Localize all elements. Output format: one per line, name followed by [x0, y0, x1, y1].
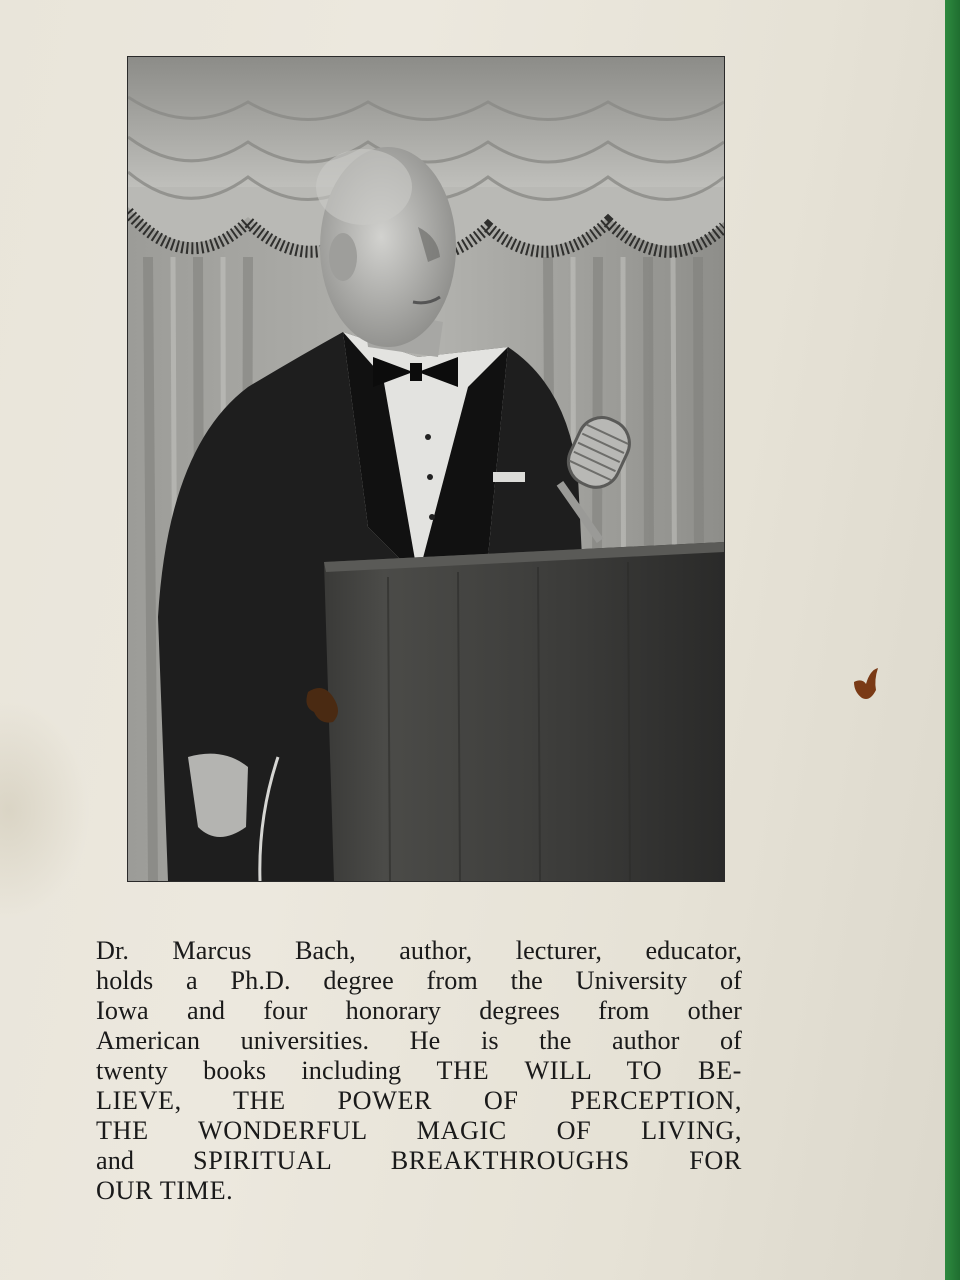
bio-line: American universities. He is the author of — [96, 1026, 742, 1055]
ink-spot — [848, 664, 882, 704]
water-stain — [0, 700, 90, 920]
author-bio — [96, 936, 742, 1206]
bio-line: LIEVE, THE POWER OF PERCEPTION, — [96, 1086, 742, 1115]
book-title-spiritual-breakthroughs: SPIRITUAL BREAKTHROUGHS FOR — [193, 1146, 742, 1175]
bio-line: holds a Ph.D. degree from the University of — [96, 966, 742, 995]
bio-text: twenty books including — [96, 1056, 402, 1085]
book-spine-edge — [945, 0, 960, 1280]
bio-line — [96, 1056, 742, 1086]
author-photo — [128, 57, 724, 881]
bio-text: and — [96, 1146, 135, 1175]
bio-line: Dr. Marcus Bach, author, lecturer, educator, — [96, 936, 742, 965]
bio-line: Iowa and four honorary degrees from other — [96, 996, 742, 1025]
bio-line: OUR TIME. — [96, 1176, 234, 1205]
bio-line — [96, 1146, 742, 1176]
bio-line: THE WONDERFUL MAGIC OF LIVING, — [96, 1116, 742, 1145]
book-title-will-to-believe: THE WILL TO BE- — [436, 1056, 742, 1085]
